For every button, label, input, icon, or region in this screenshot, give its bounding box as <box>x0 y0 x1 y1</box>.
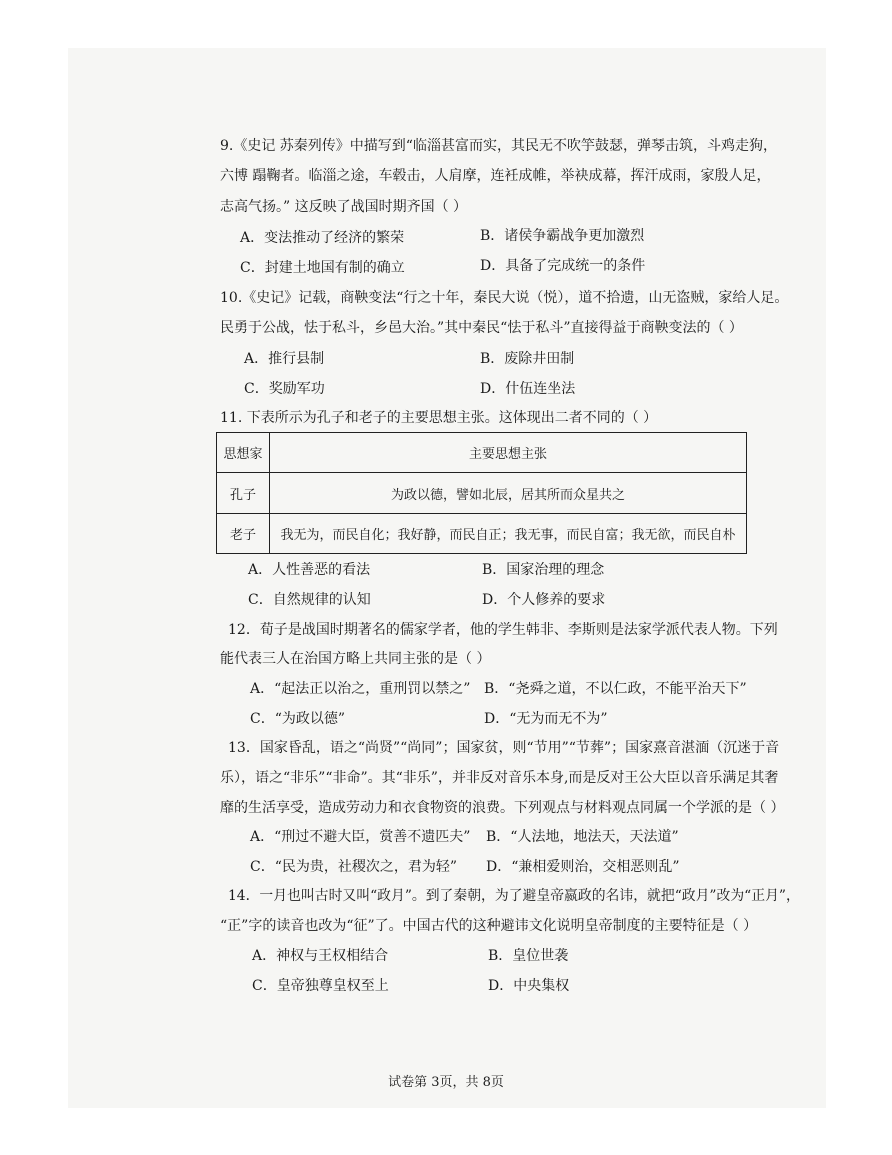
table-cell-idea: 我无为，而民自化；我好静，而民自正；我无事，而民自富；我无欲，而民自朴 <box>270 514 747 554</box>
question-11-option-a: A．人性善恶的看法 <box>248 562 371 578</box>
question-13-option-c: C．“民为贵，社稷次之，君为轻” <box>250 859 458 875</box>
question-13-option-a: A．“刑过不避大臣，赏善不遗匹夫” <box>250 829 471 845</box>
question-10-option-d: D．什伍连坐法 <box>480 381 576 397</box>
question-9-option-a: A．变法推动了经济的繁荣 <box>240 230 405 246</box>
question-10-option-b: B．废除井田制 <box>480 351 575 367</box>
question-13-line-1: 13．国家昏乱，语之“尚贤”“尚同”；国家贫，则“节用”“节葬”；国家熹音湛湎（沉迷于音 <box>228 740 780 756</box>
table-cell-thinker: 孔子 <box>217 473 270 514</box>
question-12-option-b: B．“尧舜之道，不以仁政，不能平治天下” <box>484 681 747 697</box>
question-13-line-3: 靡的生活享受，造成劳动力和衣食物资的浪费。下列观点与材料观点同属一个学派的是（ ） <box>220 800 785 816</box>
question-9-line-2: 六博 蹋鞠者。临淄之途，车毂击，人肩摩，连衽成帷，举袂成幕，挥汗成雨，家殷人足， <box>220 168 771 184</box>
question-13-option-b: B．“人法地，地法天，天法道” <box>486 829 679 845</box>
table-header-row <box>217 433 747 473</box>
question-12-option-c: C．“为政以德” <box>250 711 346 727</box>
question-14-option-d: D．中央集权 <box>488 978 570 994</box>
table-header-idea: 主要思想主张 <box>270 433 747 473</box>
table-header-thinker: 思想家 <box>217 433 270 473</box>
question-9-option-c: C．封建土地国有制的确立 <box>240 260 405 276</box>
question-9-line-1: 9.《史记 苏秦列传》中描写到“临淄甚富而实，其民无不吹竽鼓瑟，弹琴击筑，斗鸡走狗， <box>220 138 777 154</box>
thinkers-table <box>216 432 747 554</box>
question-11-option-c: C．自然规律的认知 <box>248 592 371 608</box>
question-9-option-d: D．具备了完成统一的条件 <box>480 258 646 274</box>
question-13-line-2: 乐），语之“非乐”“非命”。其“非乐”，并非反对音乐本身,而是反对王公大臣以音乐满足其奢 <box>220 770 779 786</box>
page-footer: 试卷第 3页，共 8页 <box>388 1075 504 1090</box>
table-cell-idea: 为政以德，譬如北辰，居其所而众星共之 <box>270 473 747 514</box>
question-12-option-a: A．“起法正以治之，重刑罚以禁之” <box>250 681 471 697</box>
question-12-line-2: 能代表三人在治国方略上共同主张的是（ ） <box>220 651 491 667</box>
question-11-option-b: B．国家治理的理念 <box>482 562 605 578</box>
table-row <box>217 473 747 514</box>
table-cell-thinker: 老子 <box>217 514 270 554</box>
question-9-option-b: B．诸侯争霸战争更加激烈 <box>480 228 645 244</box>
question-11-line-1: 11. 下表所示为孔子和老子的主要思想主张。这体现出二者不同的（ ） <box>220 410 658 426</box>
question-14-option-c: C．皇帝独尊皇权至上 <box>252 978 389 994</box>
question-14-option-b: B．皇位世袭 <box>488 948 569 964</box>
question-14-line-2: “正”字的读音也改为“征”了。中国古代的这种避讳文化说明皇帝制度的主要特征是（ ） <box>220 918 758 934</box>
question-14-option-a: A．神权与王权相结合 <box>252 948 389 964</box>
question-14-line-1: 14．一月也叫古时又叫“政月”。到了秦朝，为了避皇帝嬴政的名讳，就把“政月”改为“正月”， <box>228 888 800 904</box>
question-12-option-d: D．“无为而无不为” <box>484 711 608 727</box>
table-row <box>217 514 747 554</box>
question-12-line-1: 12．荀子是战国时期著名的儒家学者，他的学生韩非、李斯则是法家学派代表人物。下列 <box>228 622 778 638</box>
question-10-option-a: A．推行县制 <box>244 351 325 367</box>
question-13-option-d: D．“兼相爱则治，交相恶则乱” <box>486 859 680 875</box>
question-10-line-2: 民勇于公战，怯于私斗，乡邑大治。”其中秦民“怯于私斗”直接得益于商鞅变法的（ ） <box>220 320 743 336</box>
question-11-option-d: D．个人修养的要求 <box>482 592 606 608</box>
question-10-line-1: 10.《史记》记载，商鞅变法“行之十年，秦民大说（悦），道不拾遗，山无盗贼，家给人足。 <box>220 290 789 306</box>
question-9-line-3: 志高气扬。” 这反映了战国时期齐国（ ） <box>220 199 468 215</box>
question-10-option-c: C．奖励军功 <box>244 381 325 397</box>
